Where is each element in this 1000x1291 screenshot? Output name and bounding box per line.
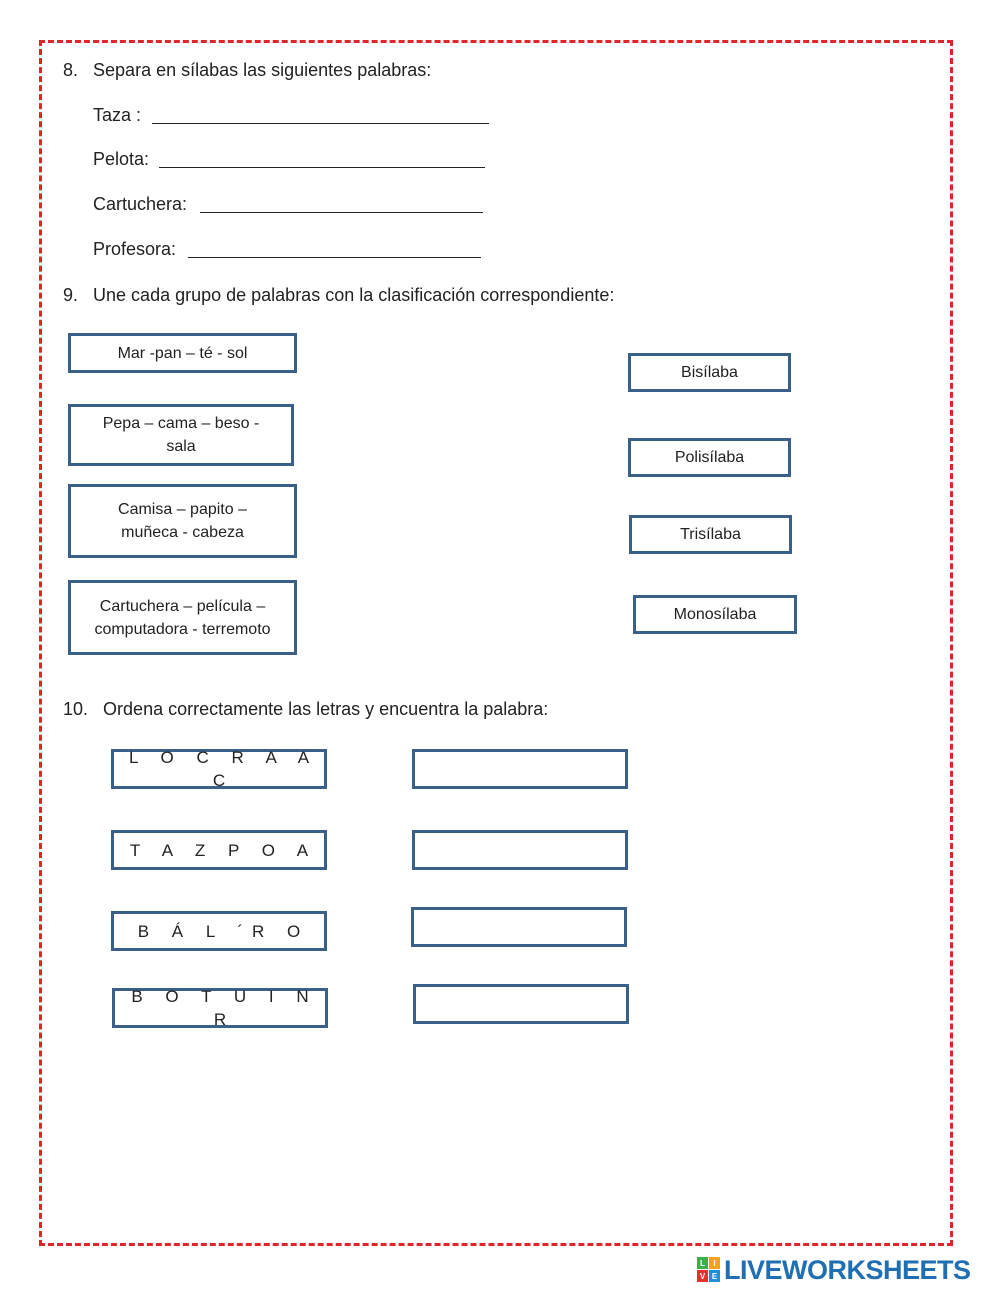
word-group-2[interactable]: Pepa – cama – beso - sala [68,404,294,466]
answer-input-4[interactable] [413,984,629,1024]
answer-input-2[interactable] [412,830,628,870]
syllable-label-profesora: Profesora: [93,239,177,259]
scramble-2: T A Z P O A [111,830,327,870]
scramble-3: B Á L ´R O [111,911,327,951]
syllable-label-taza: Taza : [93,105,142,125]
question-9-prompt: Une cada grupo de palabras con la clasificación correspondiente: [93,285,615,305]
syllable-answer-taza[interactable] [152,123,489,124]
liveworksheets-logo-text: LIVEWORKSHEETS [724,1254,971,1285]
word-group-1[interactable]: Mar -pan – té - sol [68,333,297,373]
question-9-number: 9. [63,285,79,305]
question-8-prompt: Separa en sílabas las siguientes palabras: [93,60,432,80]
question-10-number: 10. [63,699,89,719]
syllable-answer-profesora[interactable] [188,257,481,258]
question-9 [63,284,614,306]
class-bisilaba[interactable]: Bisílaba [628,353,791,392]
syllable-label-pelota: Pelota: [93,149,150,169]
question-10-prompt: Ordena correctamente las letras y encuentra la palabra: [103,699,549,719]
class-monosilaba[interactable]: Monosílaba [633,595,797,634]
liveworksheets-logo-icon: L I V E [697,1257,721,1283]
question-8 [63,59,431,81]
question-10 [63,698,548,720]
class-polisilaba[interactable]: Polisílaba [628,438,791,477]
word-group-3[interactable]: Camisa – papito – muñeca - cabeza [68,484,297,558]
answer-input-3[interactable] [411,907,627,947]
syllable-label-cartuchera: Cartuchera: [93,194,188,214]
liveworksheets-logo [697,1255,971,1285]
word-group-4[interactable]: Cartuchera – película – computadora - terremoto [68,580,297,655]
syllable-answer-cartuchera[interactable] [200,212,483,213]
class-trisilaba[interactable]: Trisílaba [629,515,792,554]
scramble-4: B O T U I N R [112,988,328,1028]
answer-input-1[interactable] [412,749,628,789]
question-8-number: 8. [63,60,79,80]
syllable-answer-pelota[interactable] [159,167,485,168]
scramble-1: L O C R A A C [111,749,327,789]
